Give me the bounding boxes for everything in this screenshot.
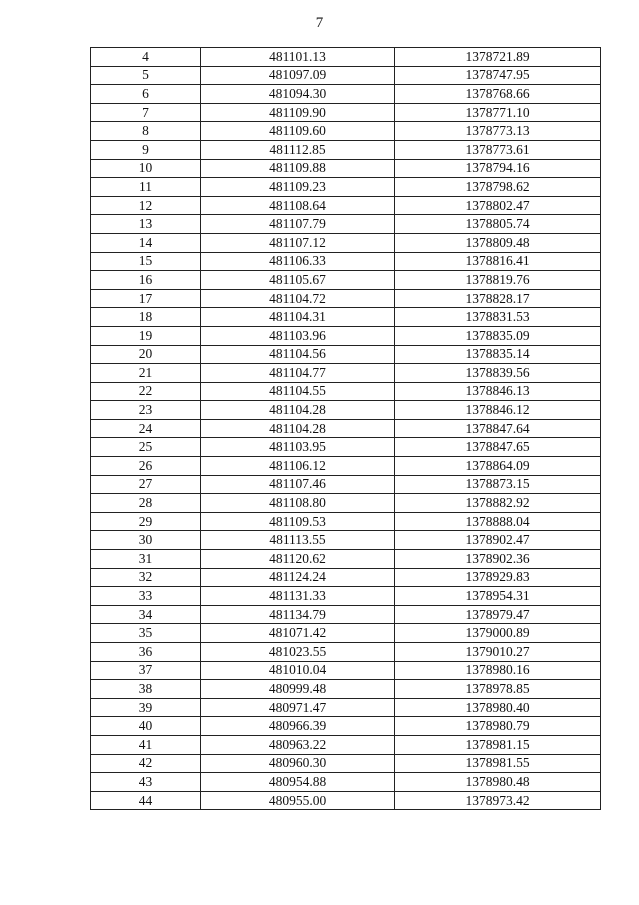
x-coordinate-cell: 481112.85: [201, 140, 395, 159]
point-number-cell: 27: [91, 475, 201, 494]
y-coordinate-cell: 1378805.74: [395, 215, 601, 234]
x-coordinate-cell: 480999.48: [201, 680, 395, 699]
table-row: [91, 271, 601, 290]
point-number-cell: 42: [91, 754, 201, 773]
y-coordinate-cell: 1378747.95: [395, 66, 601, 85]
x-coordinate-cell: 481107.46: [201, 475, 395, 494]
x-coordinate-cell: 481113.55: [201, 531, 395, 550]
point-number-cell: 17: [91, 289, 201, 308]
y-coordinate-cell: 1378798.62: [395, 178, 601, 197]
table-row: [91, 419, 601, 438]
point-number-cell: 15: [91, 252, 201, 271]
x-coordinate-cell: 481104.72: [201, 289, 395, 308]
table-row: [91, 791, 601, 810]
y-coordinate-cell: 1378846.13: [395, 382, 601, 401]
x-coordinate-cell: 481134.79: [201, 605, 395, 624]
table-row: [91, 457, 601, 476]
table-row: [91, 624, 601, 643]
x-coordinate-cell: 481104.28: [201, 401, 395, 420]
table-row: [91, 587, 601, 606]
point-number-cell: 12: [91, 196, 201, 215]
y-coordinate-cell: 1378771.10: [395, 103, 601, 122]
x-coordinate-cell: 481023.55: [201, 643, 395, 662]
point-number-cell: 38: [91, 680, 201, 699]
table-row: [91, 643, 601, 662]
table-row: [91, 717, 601, 736]
x-coordinate-cell: 481106.33: [201, 252, 395, 271]
y-coordinate-cell: 1378979.47: [395, 605, 601, 624]
y-coordinate-cell: 1378978.85: [395, 680, 601, 699]
x-coordinate-cell: 481109.60: [201, 122, 395, 141]
x-coordinate-cell: 480963.22: [201, 735, 395, 754]
point-number-cell: 13: [91, 215, 201, 234]
y-coordinate-cell: 1378847.65: [395, 438, 601, 457]
table-row: [91, 680, 601, 699]
table-row: [91, 773, 601, 792]
x-coordinate-cell: 480954.88: [201, 773, 395, 792]
x-coordinate-cell: 480966.39: [201, 717, 395, 736]
table-row: [91, 233, 601, 252]
y-coordinate-cell: 1379010.27: [395, 643, 601, 662]
point-number-cell: 39: [91, 698, 201, 717]
table-row: [91, 605, 601, 624]
y-coordinate-cell: 1378828.17: [395, 289, 601, 308]
y-coordinate-cell: 1378980.79: [395, 717, 601, 736]
x-coordinate-cell: 481107.79: [201, 215, 395, 234]
point-number-cell: 35: [91, 624, 201, 643]
table-row: [91, 661, 601, 680]
table-row: [91, 66, 601, 85]
table-row: [91, 550, 601, 569]
x-coordinate-cell: 481104.28: [201, 419, 395, 438]
x-coordinate-cell: 480971.47: [201, 698, 395, 717]
point-number-cell: 37: [91, 661, 201, 680]
x-coordinate-cell: 481104.55: [201, 382, 395, 401]
table-row: [91, 215, 601, 234]
table-row: [91, 401, 601, 420]
point-number-cell: 25: [91, 438, 201, 457]
table-row: [91, 196, 601, 215]
y-coordinate-cell: 1378802.47: [395, 196, 601, 215]
point-number-cell: 9: [91, 140, 201, 159]
table-row: [91, 735, 601, 754]
point-number-cell: 44: [91, 791, 201, 810]
y-coordinate-cell: 1378721.89: [395, 48, 601, 67]
point-number-cell: 5: [91, 66, 201, 85]
x-coordinate-cell: 481104.31: [201, 308, 395, 327]
y-coordinate-cell: 1378773.61: [395, 140, 601, 159]
point-number-cell: 23: [91, 401, 201, 420]
x-coordinate-cell: 480955.00: [201, 791, 395, 810]
y-coordinate-cell: 1378980.16: [395, 661, 601, 680]
point-number-cell: 11: [91, 178, 201, 197]
x-coordinate-cell: 481010.04: [201, 661, 395, 680]
x-coordinate-cell: 481104.77: [201, 364, 395, 383]
point-number-cell: 14: [91, 233, 201, 252]
y-coordinate-cell: 1378846.12: [395, 401, 601, 420]
point-number-cell: 21: [91, 364, 201, 383]
x-coordinate-cell: 481108.64: [201, 196, 395, 215]
point-number-cell: 18: [91, 308, 201, 327]
x-coordinate-cell: 481103.96: [201, 326, 395, 345]
y-coordinate-cell: 1378981.55: [395, 754, 601, 773]
table-row: [91, 289, 601, 308]
x-coordinate-cell: 481109.53: [201, 512, 395, 531]
page-number: 7: [315, 15, 324, 31]
x-coordinate-cell: 481097.09: [201, 66, 395, 85]
y-coordinate-cell: 1378882.92: [395, 494, 601, 513]
point-number-cell: 22: [91, 382, 201, 401]
point-number-cell: 16: [91, 271, 201, 290]
point-number-cell: 30: [91, 531, 201, 550]
table-row: [91, 754, 601, 773]
table-row: [91, 568, 601, 587]
y-coordinate-cell: 1378816.41: [395, 252, 601, 271]
table-row: [91, 252, 601, 271]
y-coordinate-cell: 1378902.47: [395, 531, 601, 550]
point-number-cell: 29: [91, 512, 201, 531]
x-coordinate-cell: 481109.23: [201, 178, 395, 197]
y-coordinate-cell: 1378831.53: [395, 308, 601, 327]
table-row: [91, 308, 601, 327]
point-number-cell: 19: [91, 326, 201, 345]
x-coordinate-cell: 481101.13: [201, 48, 395, 67]
y-coordinate-cell: 1378773.13: [395, 122, 601, 141]
point-number-cell: 10: [91, 159, 201, 178]
x-coordinate-cell: 481124.24: [201, 568, 395, 587]
table-row: [91, 326, 601, 345]
x-coordinate-cell: 481105.67: [201, 271, 395, 290]
table-row: [91, 103, 601, 122]
x-coordinate-cell: 481071.42: [201, 624, 395, 643]
coordinates-table: [90, 47, 601, 810]
x-coordinate-cell: 481120.62: [201, 550, 395, 569]
y-coordinate-cell: 1378888.04: [395, 512, 601, 531]
table-row: [91, 382, 601, 401]
table-row: [91, 475, 601, 494]
point-number-cell: 32: [91, 568, 201, 587]
table-row: [91, 438, 601, 457]
y-coordinate-cell: 1378902.36: [395, 550, 601, 569]
y-coordinate-cell: 1378835.09: [395, 326, 601, 345]
y-coordinate-cell: 1378835.14: [395, 345, 601, 364]
point-number-cell: 6: [91, 85, 201, 104]
x-coordinate-cell: 481109.90: [201, 103, 395, 122]
point-number-cell: 43: [91, 773, 201, 792]
y-coordinate-cell: 1378973.42: [395, 791, 601, 810]
table-row: [91, 140, 601, 159]
y-coordinate-cell: 1378794.16: [395, 159, 601, 178]
point-number-cell: 4: [91, 48, 201, 67]
y-coordinate-cell: 1378929.83: [395, 568, 601, 587]
table-row: [91, 85, 601, 104]
table-row: [91, 122, 601, 141]
point-number-cell: 31: [91, 550, 201, 569]
y-coordinate-cell: 1378980.40: [395, 698, 601, 717]
table-row: [91, 178, 601, 197]
table-row: [91, 48, 601, 67]
y-coordinate-cell: 1378873.15: [395, 475, 601, 494]
x-coordinate-cell: 481104.56: [201, 345, 395, 364]
table-row: [91, 531, 601, 550]
point-number-cell: 34: [91, 605, 201, 624]
x-coordinate-cell: 481107.12: [201, 233, 395, 252]
table-row: [91, 698, 601, 717]
y-coordinate-cell: 1378954.31: [395, 587, 601, 606]
point-number-cell: 33: [91, 587, 201, 606]
x-coordinate-cell: 481106.12: [201, 457, 395, 476]
table-row: [91, 159, 601, 178]
point-number-cell: 8: [91, 122, 201, 141]
point-number-cell: 7: [91, 103, 201, 122]
y-coordinate-cell: 1378847.64: [395, 419, 601, 438]
table-row: [91, 364, 601, 383]
point-number-cell: 24: [91, 419, 201, 438]
y-coordinate-cell: 1378864.09: [395, 457, 601, 476]
point-number-cell: 40: [91, 717, 201, 736]
x-coordinate-cell: 481108.80: [201, 494, 395, 513]
y-coordinate-cell: 1379000.89: [395, 624, 601, 643]
y-coordinate-cell: 1378839.56: [395, 364, 601, 383]
y-coordinate-cell: 1378809.48: [395, 233, 601, 252]
x-coordinate-cell: 481109.88: [201, 159, 395, 178]
x-coordinate-cell: 481131.33: [201, 587, 395, 606]
point-number-cell: 26: [91, 457, 201, 476]
y-coordinate-cell: 1378981.15: [395, 735, 601, 754]
y-coordinate-cell: 1378819.76: [395, 271, 601, 290]
coordinates-table-body: [91, 48, 601, 810]
table-row: [91, 512, 601, 531]
table-row: [91, 345, 601, 364]
x-coordinate-cell: 481103.95: [201, 438, 395, 457]
point-number-cell: 20: [91, 345, 201, 364]
y-coordinate-cell: 1378768.66: [395, 85, 601, 104]
point-number-cell: 36: [91, 643, 201, 662]
x-coordinate-cell: 480960.30: [201, 754, 395, 773]
point-number-cell: 41: [91, 735, 201, 754]
table-row: [91, 494, 601, 513]
x-coordinate-cell: 481094.30: [201, 85, 395, 104]
y-coordinate-cell: 1378980.48: [395, 773, 601, 792]
point-number-cell: 28: [91, 494, 201, 513]
